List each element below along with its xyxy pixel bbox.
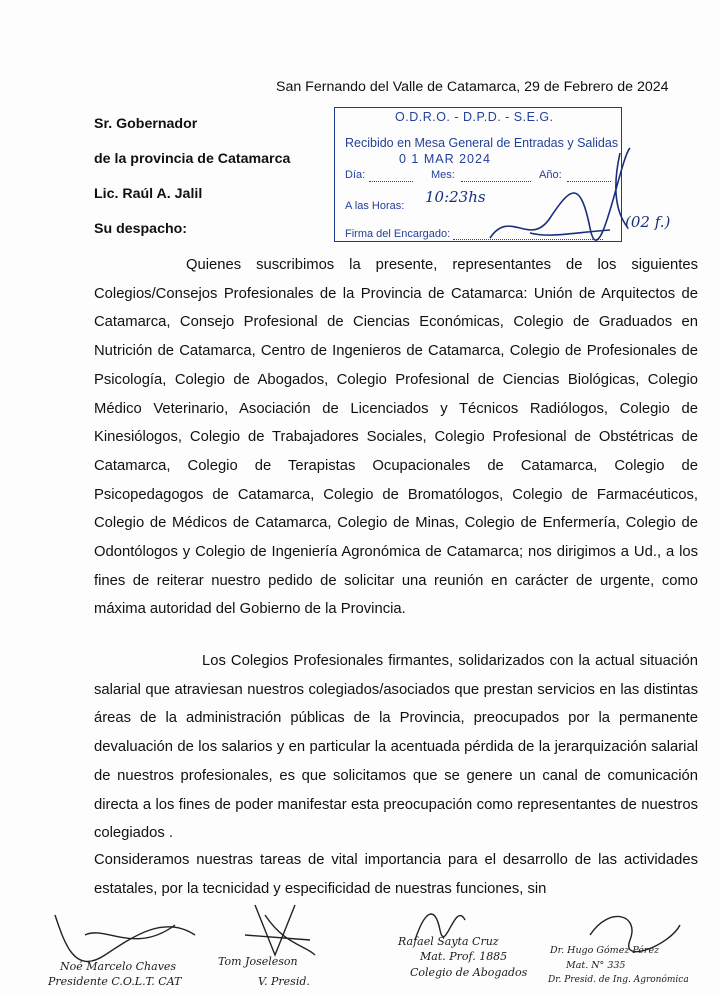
addressee-line-3: Lic. Raúl A. Jalil — [94, 186, 203, 202]
signature-4-name: Dr. Hugo Gómez Pérez — [550, 945, 660, 956]
stamp-dots-day — [369, 181, 413, 182]
paragraph-1: Quienes suscribimos la presente, representantes de los siguientes Colegios/Consejos Profesionales de la Provincia de Catamarca: Unión de Arquitectos de Catamarca, Consejo Profesional de Ciencias Económicas, Colegio de Graduados en Nutrición de Catamarca, Centro de Ingenieros de Catamarca, Colegio de Profesionales de Psicología, Colegio de Abogados, Colegio Profesional de Ciencias Biológicas, Colegio Médico Veterinario, Asociación de Licenciados y Técnicos Radiólogos, Colegio de Kinesiólogos, Colegio de Trabajadores Sociales, Colegio Profesional de Obstétricas de Catamarca, Colegio de Terapistas Ocupacionales de Catamarca, Colegio de Psicopedagogos de Catamarca, Colegio de Bromatólogos, Colegio de Farmacéuticos, Colegio de Médicos de Catamarca, Colegio de Minas, Colegio de Enfermería, Colegio de Odontólogos y Colegio de Ingeniería Agronómica de Catamarca; nos dirigimos a Ud., a los fines de reiterar nuestro pedido de solicitar una reunión en carácter de urgente, como máxima autoridad del Gobierno de la Provincia. — [94, 257, 698, 618]
signature-2-name: Tom Joseleson — [218, 955, 298, 968]
folio-note: (02 f.) — [625, 213, 671, 231]
stamp-label-year: Año: — [539, 169, 562, 181]
stamp-label-day: Día: — [345, 169, 366, 181]
signature-1-name: Noé Marcelo Chaves — [60, 960, 177, 973]
signature-2-title: V. Presid. — [258, 975, 310, 988]
signature-3-college: Colegio de Abogados — [410, 966, 528, 979]
place-date: San Fernando del Valle de Catamarca, 29 de Febrero de 2024 — [276, 79, 669, 95]
addressee-line-4: Su despacho: — [94, 221, 188, 237]
paragraph-3: Consideramos nuestras tareas de vital importancia para el desarrollo de las actividades estatales, por la tecnicidad y especificidad de nuestras funciones, sin — [94, 852, 698, 897]
signature-4-mat: Mat. N° 335 — [566, 960, 626, 971]
addressee-line-2: de la provincia de Catamarca — [94, 151, 291, 167]
signature-3-name: Rafael Sayta Cruz — [398, 935, 499, 948]
signature-1-title: Presidente C.O.L.T. CAT — [48, 975, 182, 988]
stamp-office-code: O.D.R.O. - D.P.D. - S.E.G. — [395, 110, 554, 124]
stamp-received-text: Recibido en Mesa General de Entradas y Salidas — [345, 136, 619, 150]
stamp-label-signature: Firma del Encargado: — [345, 228, 451, 240]
stamp-hours-handwritten: 10:23hs — [425, 188, 486, 206]
signature-4-title: Dr. Presid. de Ing. Agronómica — [548, 975, 689, 985]
addressee-line-1: Sr. Gobernador — [94, 116, 198, 132]
signature-3-mat: Mat. Prof. 1885 — [420, 950, 508, 963]
stamp-signature-scribble — [470, 138, 640, 258]
stamp-received-date: 0 1 MAR 2024 — [399, 152, 491, 166]
paragraph-2: Los Colegios Profesionales firmantes, solidarizados con la actual situación salarial que atraviesan nuestros colegiados/asociados que prestan servicios en las distintas áreas de la administración públicas de la Provincia, preocupados por la permanente devaluación de los salarios y en particular la acentuada pérdida de la jerarquización salarial de nuestros profesionales, es que solicitamos que se genere un canal de comunicación directa a los fines de poder manifestar esta preocupación como representantes de nuestros colegiados . — [94, 653, 698, 842]
stamp-label-month: Mes: — [431, 169, 455, 181]
stamp-label-hours: A las Horas: — [345, 200, 405, 212]
